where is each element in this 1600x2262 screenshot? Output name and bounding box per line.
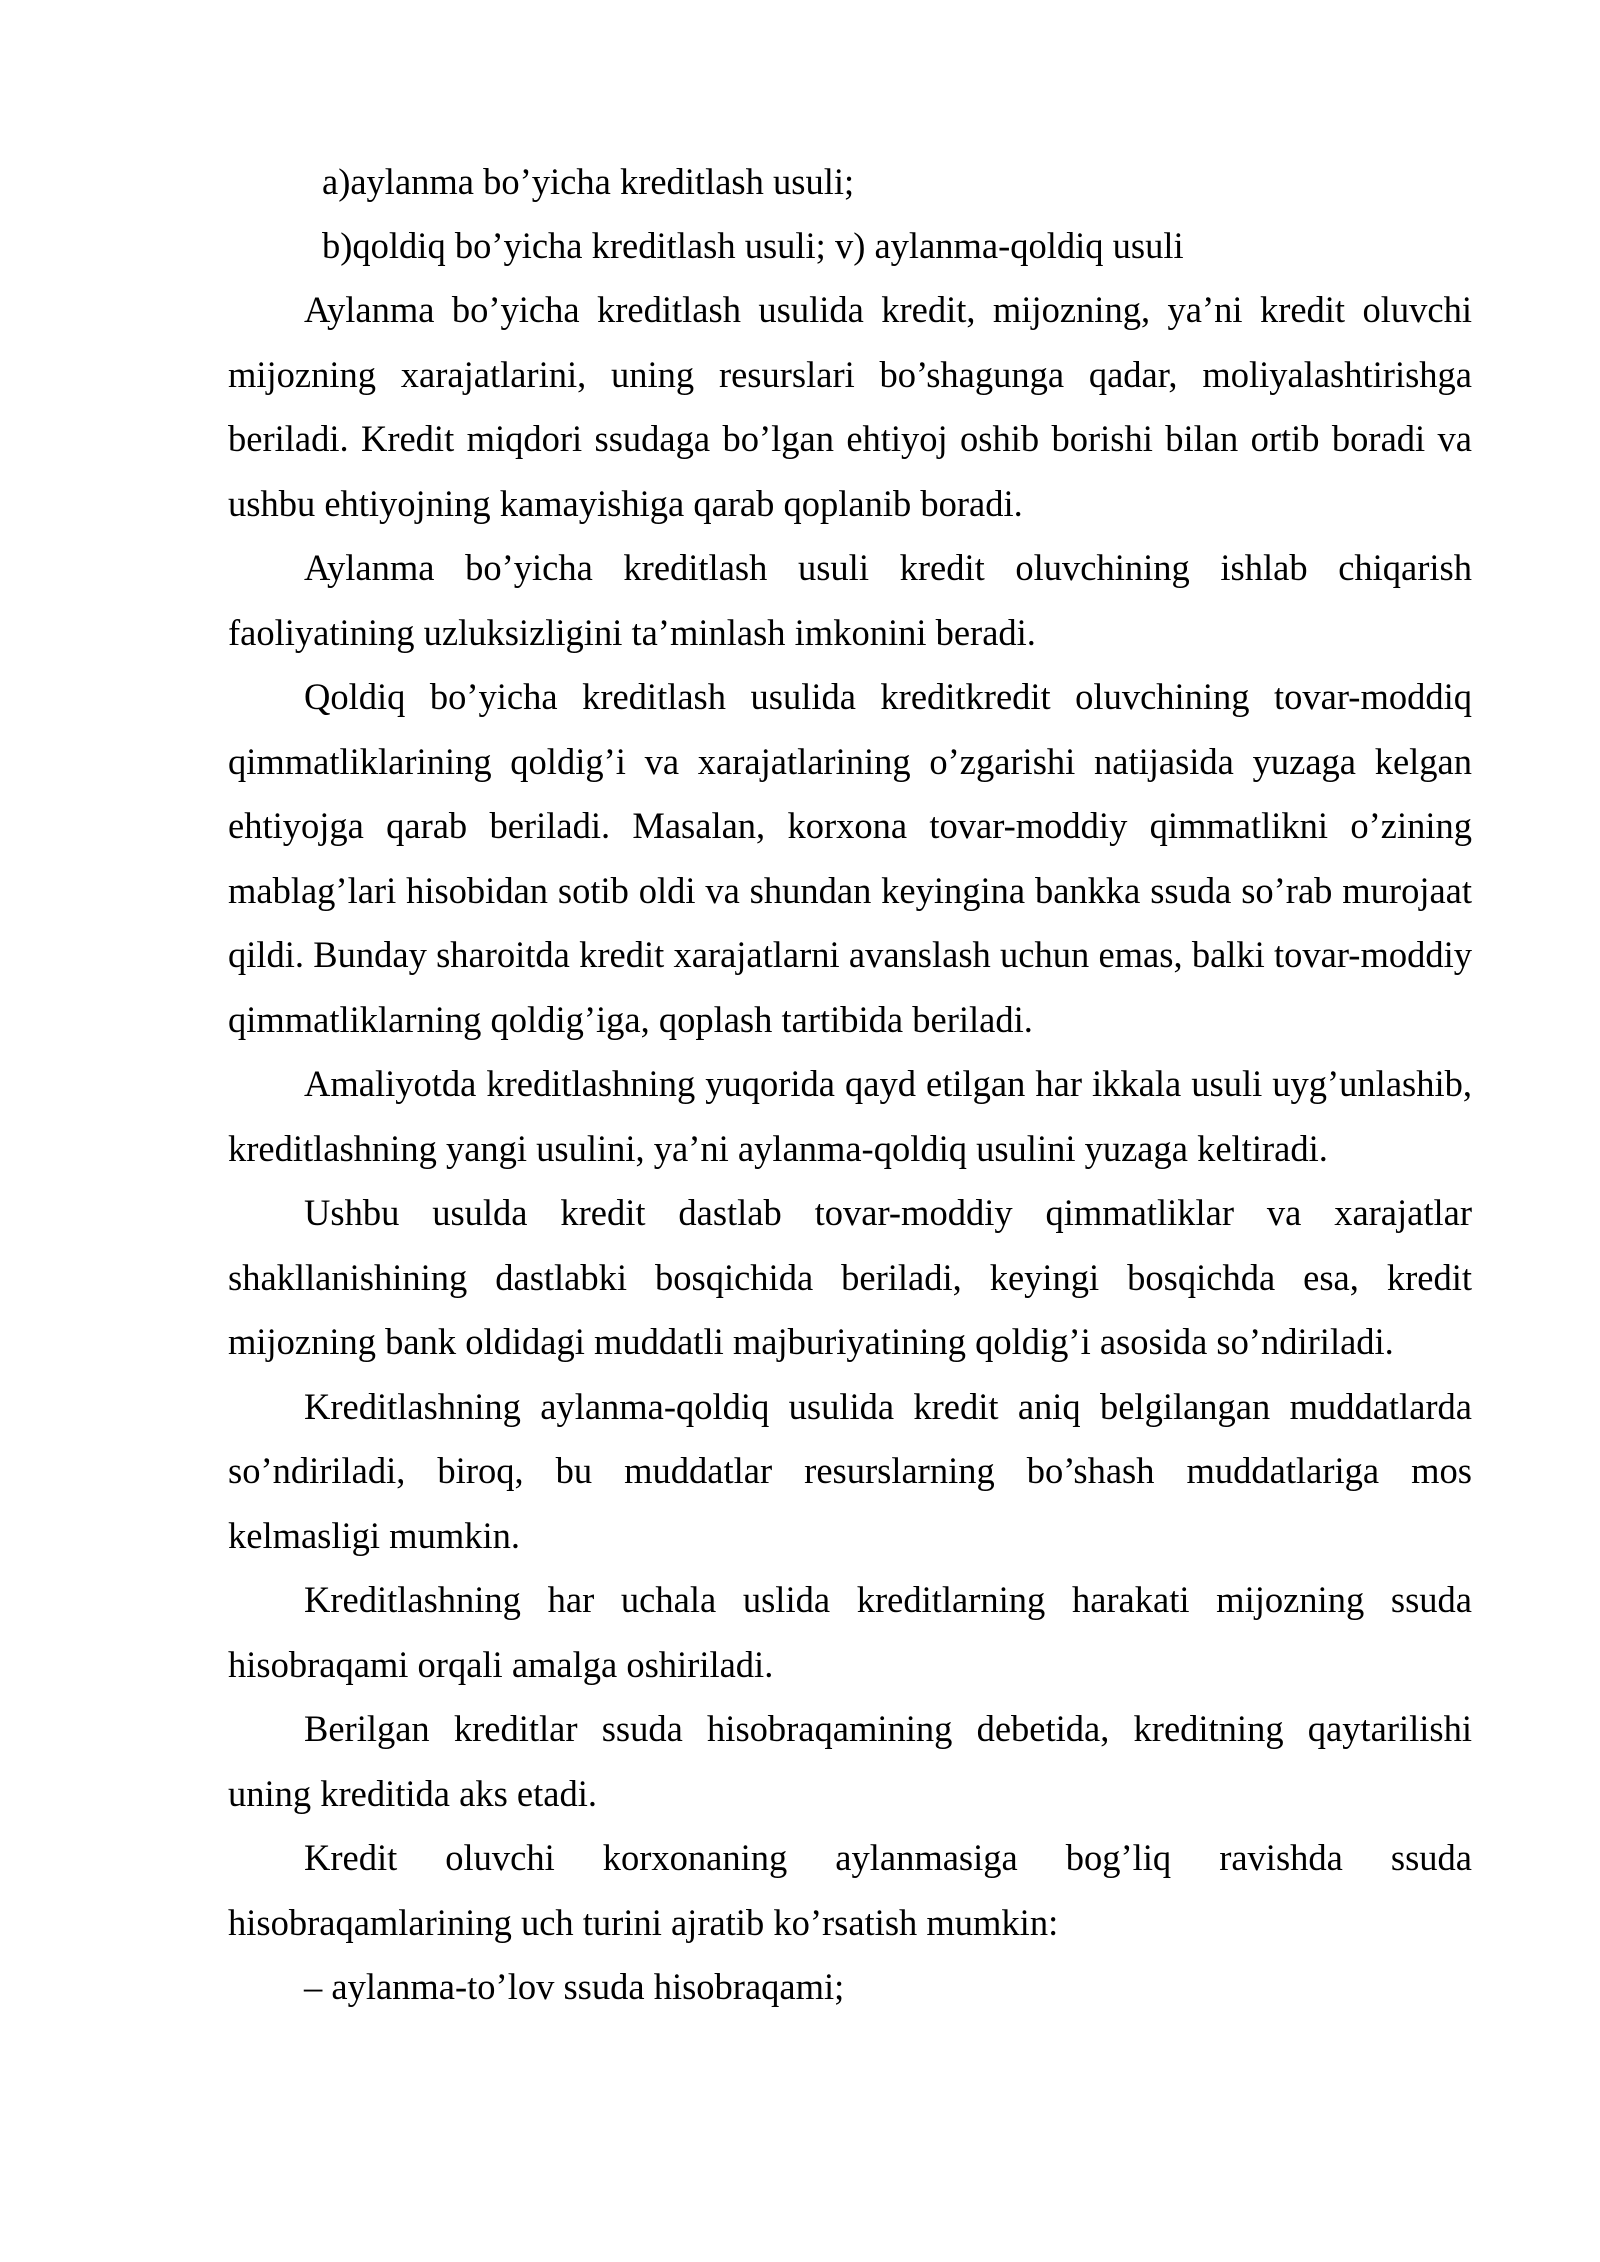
list-item-text: qoldiq bo’yicha kreditlash usuli; v) aylanma-qoldiq usuli [352,225,1184,266]
paragraph: Qoldiq bo’yicha kreditlash usulida kreditkredit oluvchining tovar-moddiq qimmatliklarining qoldig’i va xarajatlarining o’zgarishi natijasida yuzaga kelgan ehtiyojga qarab beriladi. Masalan, korxona tovar-moddiy qimmatlikni o’zining mablag’lari hisobidan sotib oldi va shundan keyingina bankka ssuda so’rab murojaat qildi. Bunday sharoitda kredit xarajatlarni avanslash uchun emas, balki tovar-moddiy qimmatliklarning qoldig’iga, qoplash tartibida beriladi. [228,676,1472,1040]
list-item-text: aylanma bo’yicha kreditlash usuli; [350,161,855,202]
paragraph: Berilgan kreditlar ssuda hisobraqamining debetida, kreditning qaytarilishi uning kreditida aks etadi. [228,1708,1472,1814]
dash-list-item: – aylanma-to’lov ssuda hisobraqami; [304,1966,845,2007]
paragraph: Aylanma bo’yicha kreditlash usulida kredit, mijozning, ya’ni kredit oluvchi mijozning xarajatlarini, uning resurslari bo’shagunga qadar, moliyalashtirishga beriladi. Kredit miqdori ssudaga bo’lgan ehtiyoj oshib borishi bilan ortib boradi va ushbu ehtiyojning kamayishiga qarab qoplanib boradi. [228,289,1472,524]
list-item-a [228,150,1472,214]
list-marker: a) [322,161,351,202]
list-item-b [228,214,1472,278]
paragraph: Amaliyotda kreditlashning yuqorida qayd etilgan har ikkala usuli uyg’unlashib, kreditlashning yangi usulini, ya’ni aylanma-qoldiq usulini yuzaga keltiradi. [228,1063,1472,1169]
paragraph: Ushbu usulda kredit dastlab tovar-moddiy qimmatliklar va xarajatlar shakllanishining dastlabki bosqichida beriladi, keyingi bosqichda esa, kredit mijozning bank oldidagi muddatli majburiyatining qoldig’i asosida so’ndiriladi. [228,1192,1472,1362]
paragraph: Kreditlashning har uchala uslida kreditlarning harakati mijozning ssuda hisobraqami orqali amalga oshiriladi. [228,1579,1472,1685]
paragraph: Aylanma bo’yicha kreditlash usuli kredit oluvchining ishlab chiqarish faoliyatining uzluksizligini ta’minlash imkonini beradi. [228,547,1472,653]
list-marker: b) [322,225,353,266]
paragraph: Kredit oluvchi korxonaning aylanmasiga bog’liq ravishda ssuda hisobraqamlarining uch turini ajratib ko’rsatish mumkin: [228,1837,1472,1943]
paragraph: Kreditlashning aylanma-qoldiq usulida kredit aniq belgilangan muddatlarda so’ndiriladi, biroq, bu muddatlar resurslarning bo’shash muddatlariga mos kelmasligi mumkin. [228,1385,1472,1556]
document-body [228,150,1472,2020]
